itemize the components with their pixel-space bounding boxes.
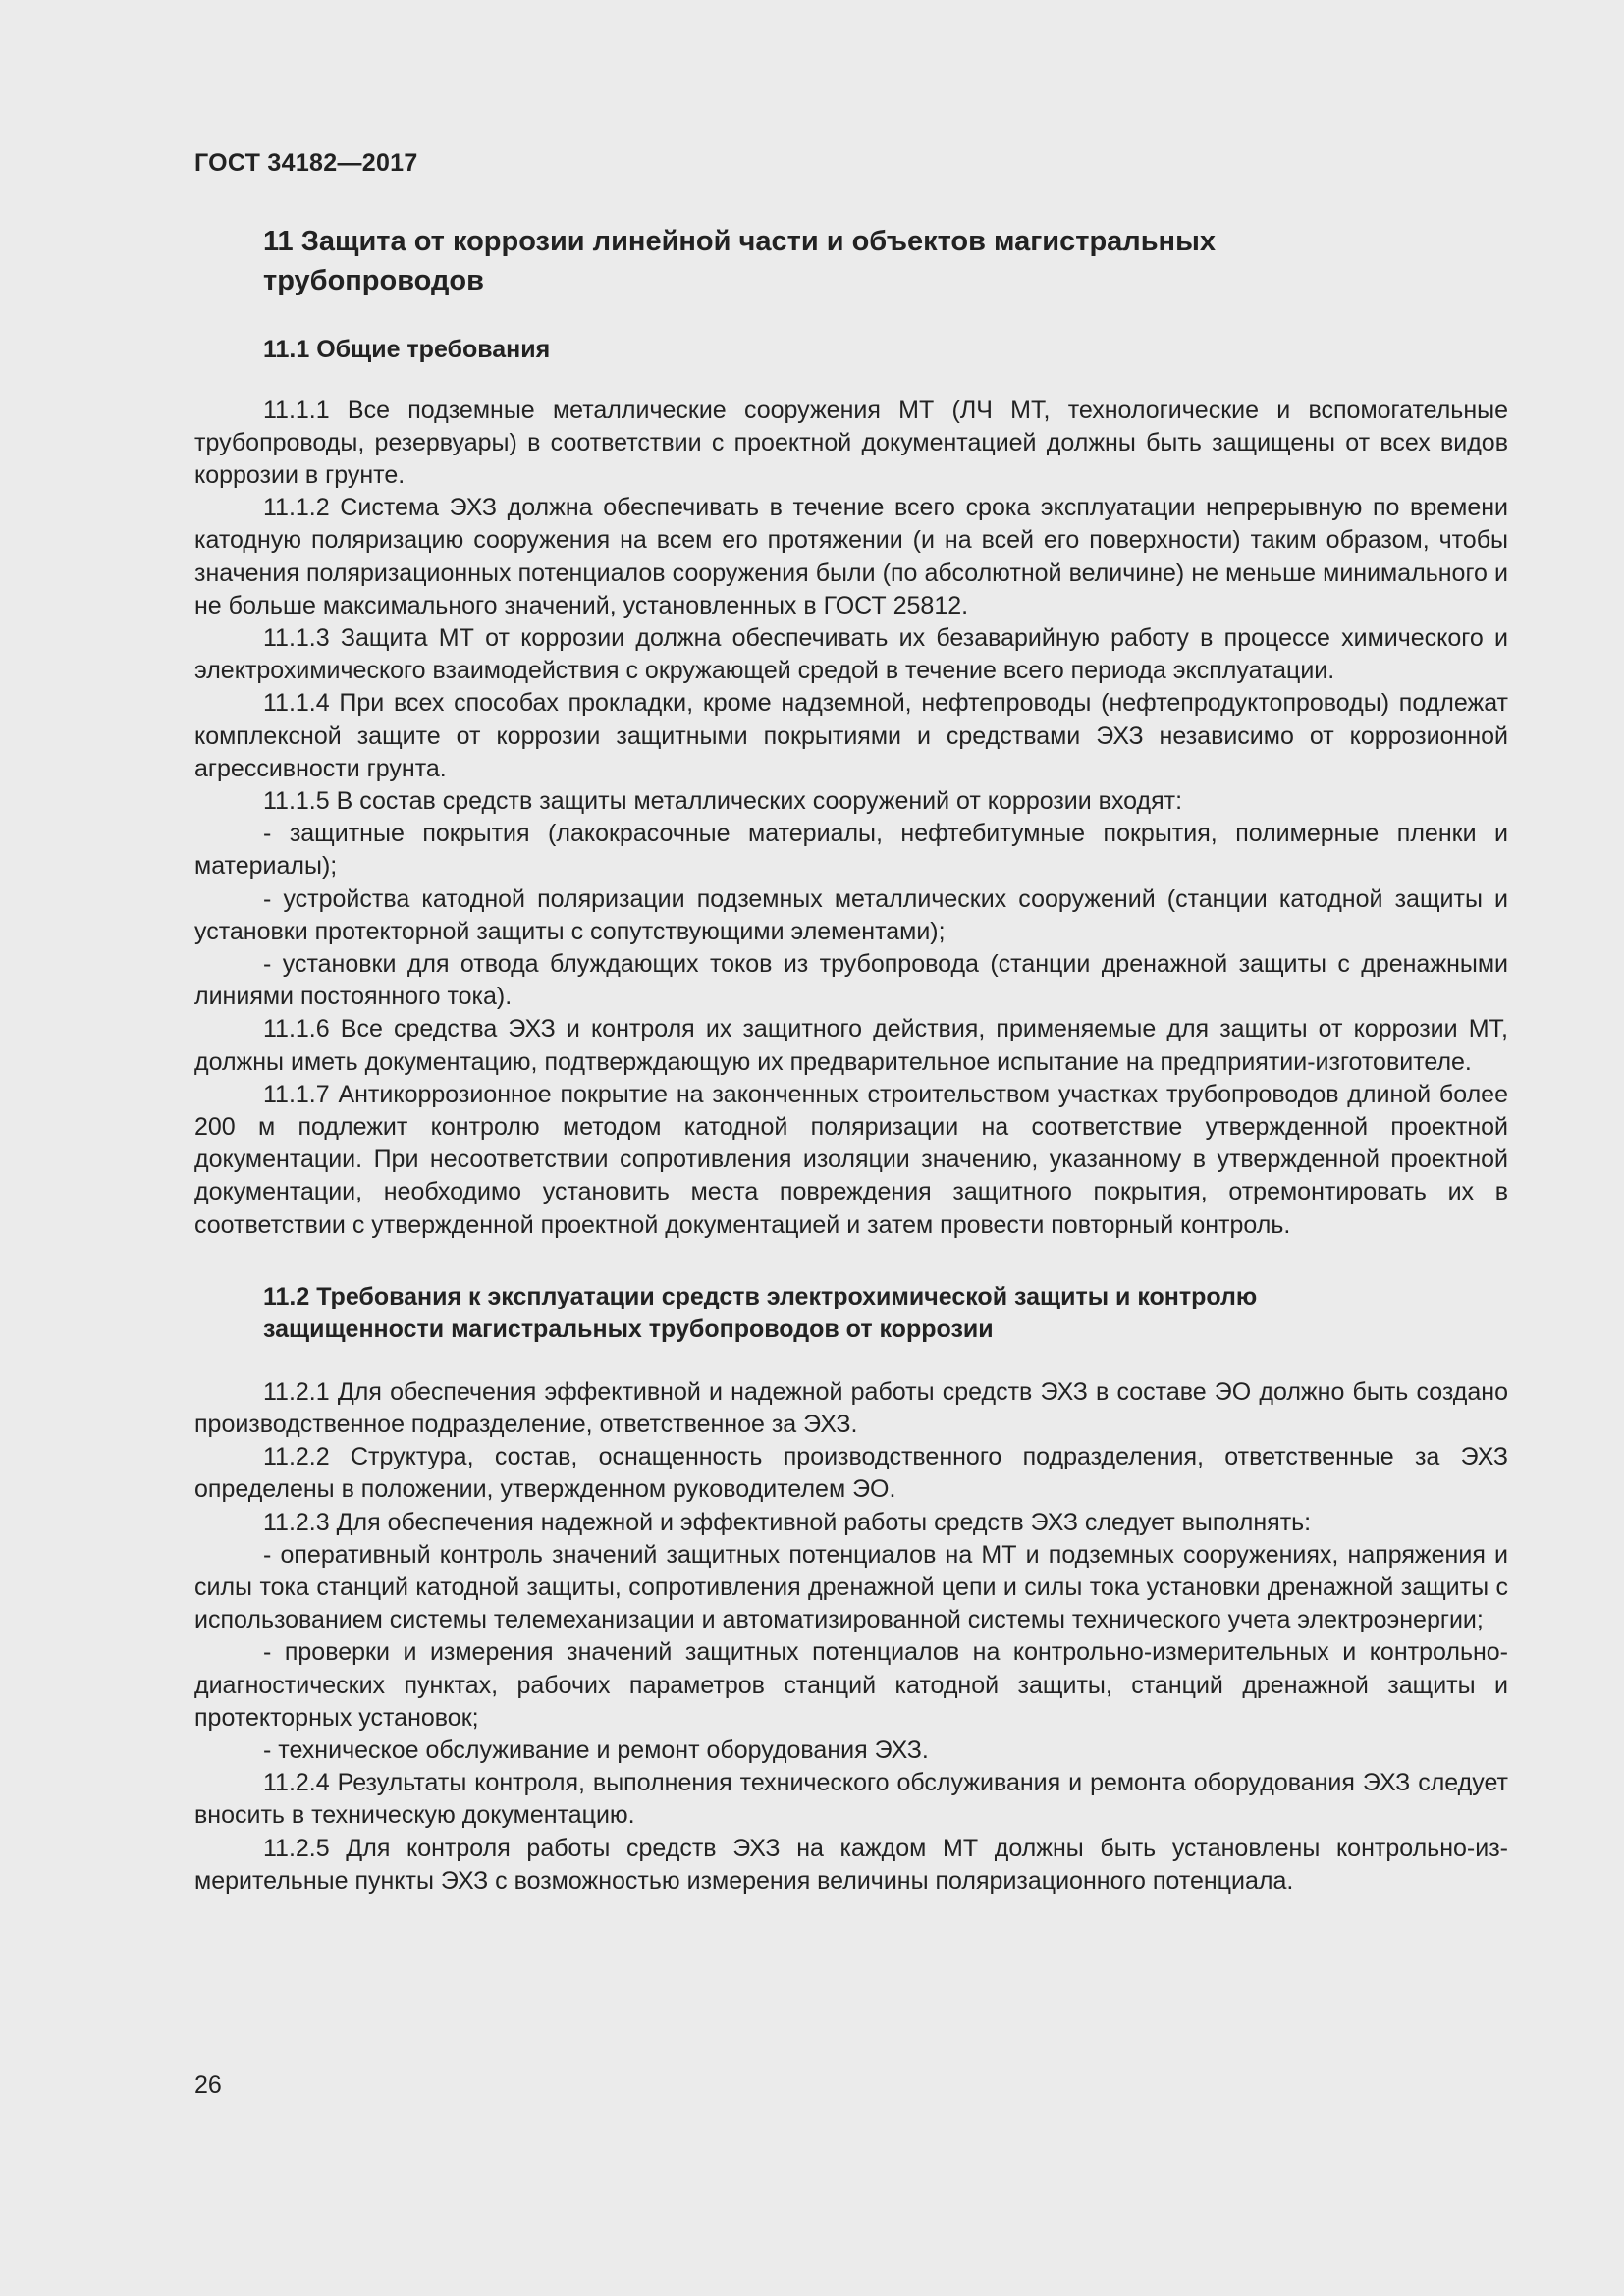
list-item-cathodic-devices: - устройства катодной поляризации подземных металлических сооружений (станции катодной защиты и установки протекторной защиты с сопутствующими элементами); [194, 884, 1508, 945]
paragraph-11-1-3: 11.1.3 Защита МТ от коррозии должна обеспечивать их безаварийную работу в процессе химического и электрохимического взаимодействия с окружающей средой в течение всего периода эксплуатации. [194, 623, 1508, 685]
paragraph-11-1-6: 11.1.6 Все средства ЭХЗ и контроля их защитного действия, применяемые для защиты от коррозии МТ, должны иметь документацию, подтверждающую их предварительное испытание на предприятии-изготовителе. [194, 1015, 1508, 1076]
paragraph-11-1-5: 11.1.5 В состав средств защиты металлических сооружений от коррозии входят: [263, 786, 1183, 815]
paragraph-11-2-4: 11.2.4 Результаты контроля, выполнения технического обслуживания и ремонта оборудования ЭХЗ следует вносить в техническую документацию. [194, 1769, 1508, 1830]
section-title-line-1: 11 Защита от коррозии линейной части и объектов магистральных [263, 226, 1216, 257]
document-body [194, 222, 1508, 1897]
list-item-inspections: - проверки и измерения значений защитных потенциалов на контрольно-измерительных и контрольно-диагностических пунктах, рабочих параметров станций катодной защиты, станций дренажной защиты и протекторных установок; [194, 1638, 1508, 1732]
subsection-11-2-title-line-1: 11.2 Требования к эксплуатации средств электрохимической защиты и контролю [263, 1282, 1258, 1310]
document-code-header: ГОСТ 34182—2017 [194, 149, 418, 177]
paragraph-11-2-5: 11.2.5 Для контроля работы средств ЭХЗ на каждом МТ должны быть установлены контрольно-измерительные пункты ЭХЗ с возможностью измерения величины поляризационного потенциала. [194, 1834, 1508, 1895]
subsection-11-2-body [194, 1376, 1508, 1897]
paragraph-11-2-3: 11.2.3 Для обеспечения надежной и эффективной работы средств ЭХЗ следует выполнять: [263, 1508, 1312, 1536]
paragraph-11-1-7: 11.1.7 Антикоррозионное покрытие на законченных строительством участках трубопроводов длиной более 200 м подлежит контролю методом катодной поляризации на соответствие утвержденной проектной документации. При несоответствии сопротивления изоляции значению, указанному в утвержденной проектной документации, необходимо установить места повреждения защитного покрытия, отремонтировать их в соответствии с утвержденной проектной документацией и затем провести повторный контроль. [194, 1080, 1508, 1239]
subsection-11-1-title: 11.1 Общие требования [263, 336, 551, 363]
paragraph-11-1-2: 11.1.2 Система ЭХЗ должна обеспечивать в течение всего срока эксплуатации непрерывную по времени катодную поляризацию сооружения на всем его протяжении (и на всей его поверхности) таким образом, чтобы значения поляризационных потенциалов сооружения были (по абсолютной величине) не меньше минимального и не больше максимального значений, установленных в ГОСТ 25812. [194, 494, 1508, 619]
paragraph-11-1-1: 11.1.1 Все подземные металлические сооружения МТ (ЛЧ МТ, технологические и вспомогательные трубопроводы, резервуары) в соответствии с проектной документацией должны быть защищены от всех видов коррозии в грунте. [194, 396, 1508, 489]
list-item-operational-control: - оперативный контроль значений защитных потенциалов на МТ и подземных сооружениях, напряжения и силы тока станций катодной защиты, сопротивления дренажной цепи и силы тока установки дренажной защиты с использованием системы телемеханизации и автоматизированной системы технического учета электроэнергии; [194, 1540, 1508, 1634]
subsection-11-1-body [194, 395, 1508, 1242]
paragraph-11-1-4: 11.1.4 При всех способах прокладки, кроме надземной, нефтепроводы (нефтепродуктопроводы) подлежат комплексной защите от коррозии защитными покрытиями и средствами ЭХЗ независимо от коррозионной агрессивности грунта. [194, 689, 1508, 782]
page-number: 26 [194, 2071, 222, 2099]
paragraph-11-2-2: 11.2.2 Структура, состав, оснащенность производственного подразделения, ответственные за ЭХЗ определены в положении, утвержденном руководителем ЭО. [194, 1443, 1508, 1504]
list-item-maintenance: - техническое обслуживание и ремонт оборудования ЭХЗ. [263, 1736, 929, 1765]
list-item-coatings: - защитные покрытия (лакокрасочные материалы, нефтебитумные покрытия, полимерные пленки и материалы); [194, 820, 1508, 881]
subsection-11-2-title-line-2: защищенности магистральных трубопроводов от коррозии [263, 1315, 994, 1344]
list-item-stray-current-units: - установки для отвода блуждающих токов из трубопровода (станции дренажной защиты с дренажными линиями постоянного тока). [194, 949, 1508, 1011]
paragraph-11-2-1: 11.2.1 Для обеспечения эффективной и надежной работы средств ЭХЗ в составе ЭО должно быть создано производственное подразделение, ответственное за ЭХЗ. [194, 1377, 1508, 1438]
subsection-11-2-title [194, 1281, 1508, 1347]
section-11-title [194, 222, 1508, 300]
section-title-line-2: трубопроводов [263, 265, 484, 296]
